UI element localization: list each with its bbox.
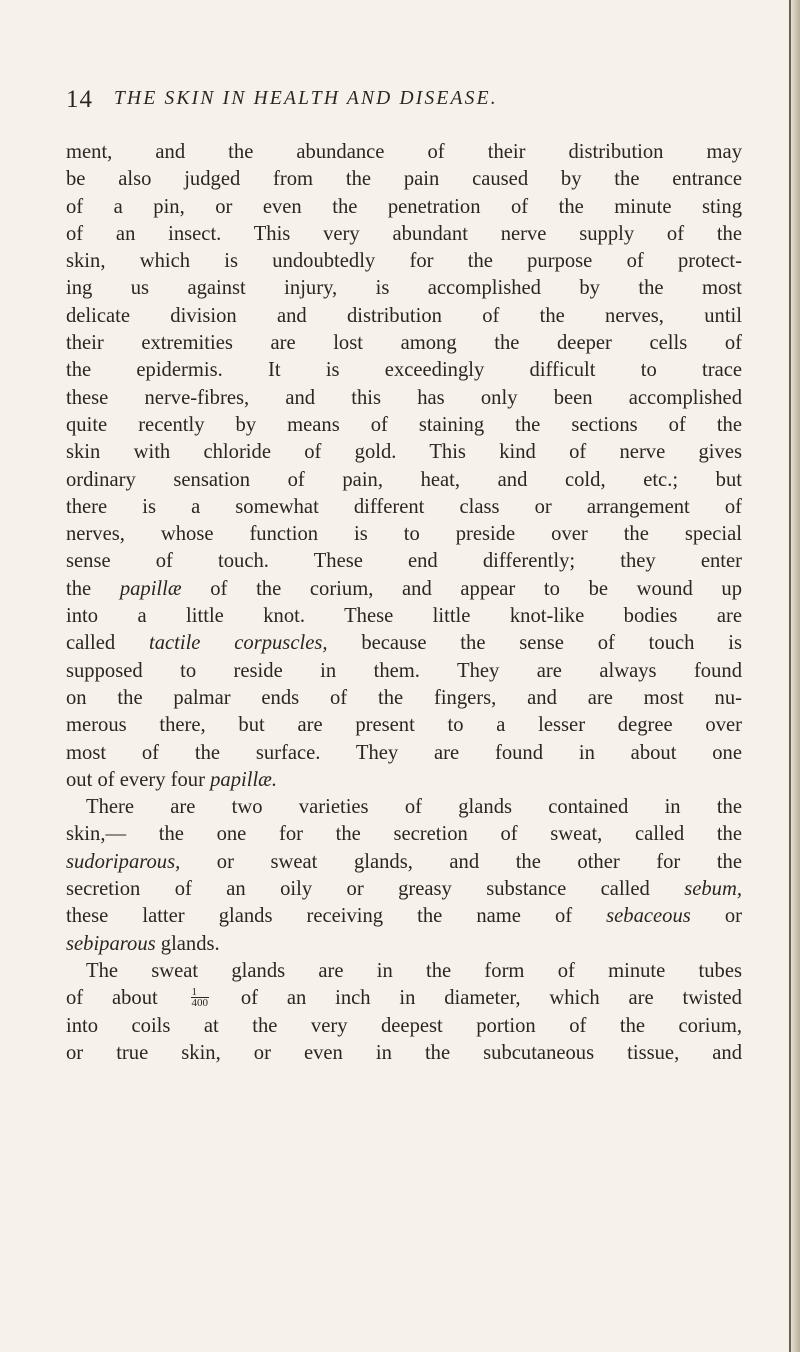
- italic-term: tactile corpuscles,: [148, 632, 328, 655]
- italic-term: sebiparous: [66, 932, 156, 955]
- text-line: of a pin, or even the penetration of the minute sting: [66, 195, 742, 218]
- text-line: be also judged from the pain caused by the entrance: [66, 168, 742, 191]
- text-line: these nerve-fibres, and this has only been accomplished: [66, 386, 742, 409]
- text-line: into coils at the very deepest portion of the corium,: [66, 1014, 742, 1037]
- text-line: or true skin, or even in the subcutaneous tissue, and: [66, 1041, 742, 1064]
- text-line: skin, which is undoubtedly for the purpose of protect-: [66, 250, 742, 273]
- paragraph-start-line: The sweat glands are in the form of minute tubes: [86, 959, 742, 982]
- text-line: quite recently by means of staining the sections of the: [66, 413, 742, 436]
- text-line: ordinary sensation of pain, heat, and cold, etc.; but: [66, 468, 742, 491]
- page-edge-shadow: [789, 0, 791, 1352]
- fraction-denominator: 400: [191, 996, 209, 1009]
- text-run: these latter glands receiving the name of: [66, 905, 607, 928]
- text-line: nerves, whose function is to preside over the special: [66, 523, 742, 546]
- text-line: [66, 985, 742, 1012]
- text-line: there is a somewhat different class or arrangement of: [66, 495, 742, 518]
- text-run: of an inch in diameter, which are twisted: [212, 987, 742, 1010]
- text-line: [66, 576, 742, 603]
- body-text: [66, 139, 742, 1067]
- text-line: delicate division and distribution of the nerves, until: [66, 304, 742, 327]
- text-line: [66, 630, 742, 657]
- text-line: the epidermis. It is exceedingly difficult to trace: [66, 359, 742, 382]
- text-run: or: [690, 905, 742, 928]
- page-number: 14: [66, 86, 93, 113]
- text-line: skin with chloride of gold. This kind of nerve gives: [66, 441, 742, 464]
- text-line: ing us against injury, is accomplished by the most: [66, 277, 742, 300]
- text-line: supposed to reside in them. They are always found: [66, 659, 742, 682]
- text-run: secretion of an oily or greasy substance called: [66, 878, 685, 901]
- text-line: merous there, but are present to a lesser degree over: [66, 714, 742, 737]
- text-run: or sweat glands, and the other for the: [180, 850, 742, 873]
- text-line: ment, and the abundance of their distribution may: [66, 141, 742, 163]
- text-line: [66, 876, 742, 903]
- text-line: skin,— the one for the secretion of sweat, called the: [66, 823, 742, 846]
- text-run: of the corium, and appear to be wound up: [181, 577, 742, 600]
- text-run: called: [66, 632, 149, 655]
- text-line: of an insect. This very abundant nerve supply of the: [66, 222, 742, 245]
- text-run: glands.: [155, 932, 220, 955]
- text-line: into a little knot. These little knot-like bodies are: [66, 605, 742, 628]
- text-line: [66, 931, 742, 958]
- text-run: of about: [66, 987, 187, 1010]
- text-run: because the sense of touch is: [327, 632, 742, 655]
- text-line: their extremities are lost among the deeper cells of: [66, 332, 742, 355]
- italic-term: papillæ.: [210, 768, 278, 791]
- italic-term: sudoriparous,: [66, 850, 181, 873]
- text-line: on the palmar ends of the fingers, and are most nu-: [66, 686, 742, 709]
- paragraph-start-line: There are two varieties of glands contained in the: [86, 796, 742, 819]
- running-title: THE SKIN IN HEALTH AND DISEASE.: [114, 88, 498, 109]
- text-line: [66, 903, 742, 930]
- text-line: most of the surface. They are found in about one: [66, 741, 742, 764]
- running-head: [66, 86, 756, 116]
- italic-term: papillæ: [119, 577, 182, 600]
- text-run: out of every four: [66, 768, 211, 791]
- text-line: [66, 849, 742, 876]
- text-line: sense of touch. These end differently; they enter: [66, 550, 742, 573]
- text-run: the: [66, 577, 120, 600]
- italic-term: sebaceous: [606, 905, 691, 928]
- fraction-numerator: 1: [191, 987, 210, 998]
- italic-term: sebum,: [684, 878, 742, 901]
- text-line: [66, 767, 742, 794]
- fraction: [191, 987, 210, 1008]
